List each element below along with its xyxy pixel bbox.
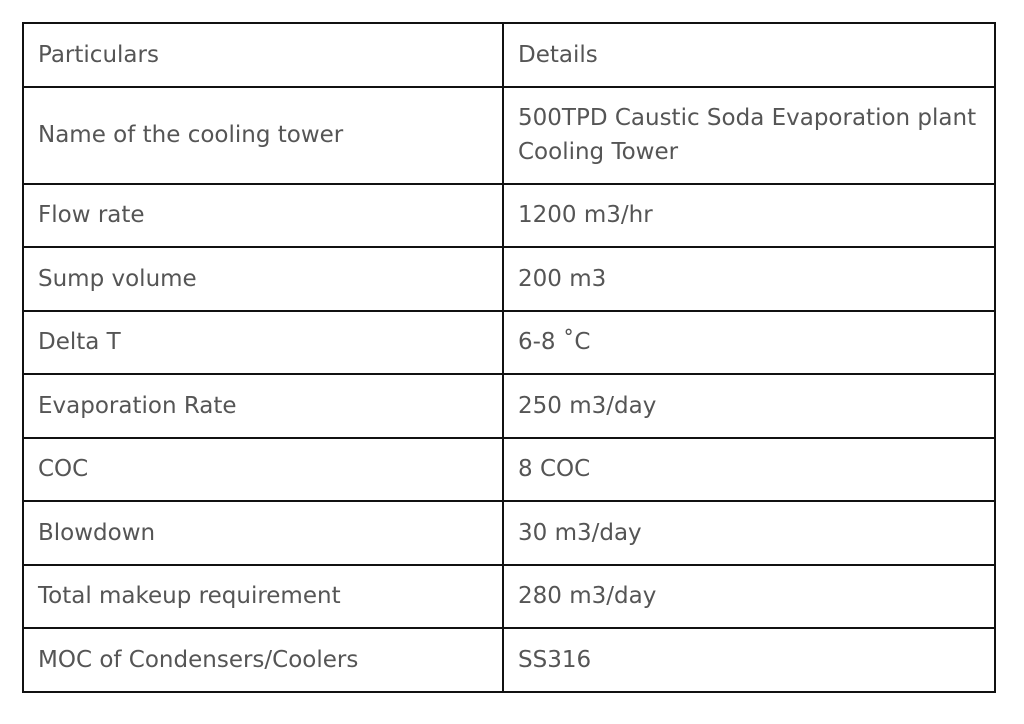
table-row bbox=[23, 87, 995, 184]
detail-cell: SS316 bbox=[503, 628, 995, 692]
particular-cell: Total makeup requirement bbox=[23, 565, 503, 629]
specifications-table bbox=[22, 22, 996, 693]
table-row bbox=[23, 628, 995, 692]
detail-cell: 1200 m3/hr bbox=[503, 184, 995, 248]
table-header-row bbox=[23, 23, 995, 87]
particular-cell: Sump volume bbox=[23, 247, 503, 311]
detail-cell: 6-8 ˚C bbox=[503, 311, 995, 375]
particular-cell: MOC of Condensers/Coolers bbox=[23, 628, 503, 692]
table-row bbox=[23, 247, 995, 311]
detail-cell: 30 m3/day bbox=[503, 501, 995, 565]
detail-cell: 200 m3 bbox=[503, 247, 995, 311]
table-row bbox=[23, 374, 995, 438]
detail-cell: 250 m3/day bbox=[503, 374, 995, 438]
particular-cell: Evaporation Rate bbox=[23, 374, 503, 438]
particular-cell: Blowdown bbox=[23, 501, 503, 565]
detail-cell: 8 COC bbox=[503, 438, 995, 502]
particular-cell: Flow rate bbox=[23, 184, 503, 248]
specifications-table-container bbox=[22, 22, 994, 693]
particular-cell: Delta T bbox=[23, 311, 503, 375]
particular-cell: Name of the cooling tower bbox=[23, 87, 503, 184]
table-row bbox=[23, 565, 995, 629]
table-row bbox=[23, 184, 995, 248]
particular-cell: COC bbox=[23, 438, 503, 502]
detail-cell: 500TPD Caustic Soda Evaporation plant Cooling Tower bbox=[503, 87, 995, 184]
table-row bbox=[23, 501, 995, 565]
column-header-details: Details bbox=[503, 23, 995, 87]
table-row bbox=[23, 311, 995, 375]
table-row bbox=[23, 438, 995, 502]
detail-cell: 280 m3/day bbox=[503, 565, 995, 629]
column-header-particulars: Particulars bbox=[23, 23, 503, 87]
